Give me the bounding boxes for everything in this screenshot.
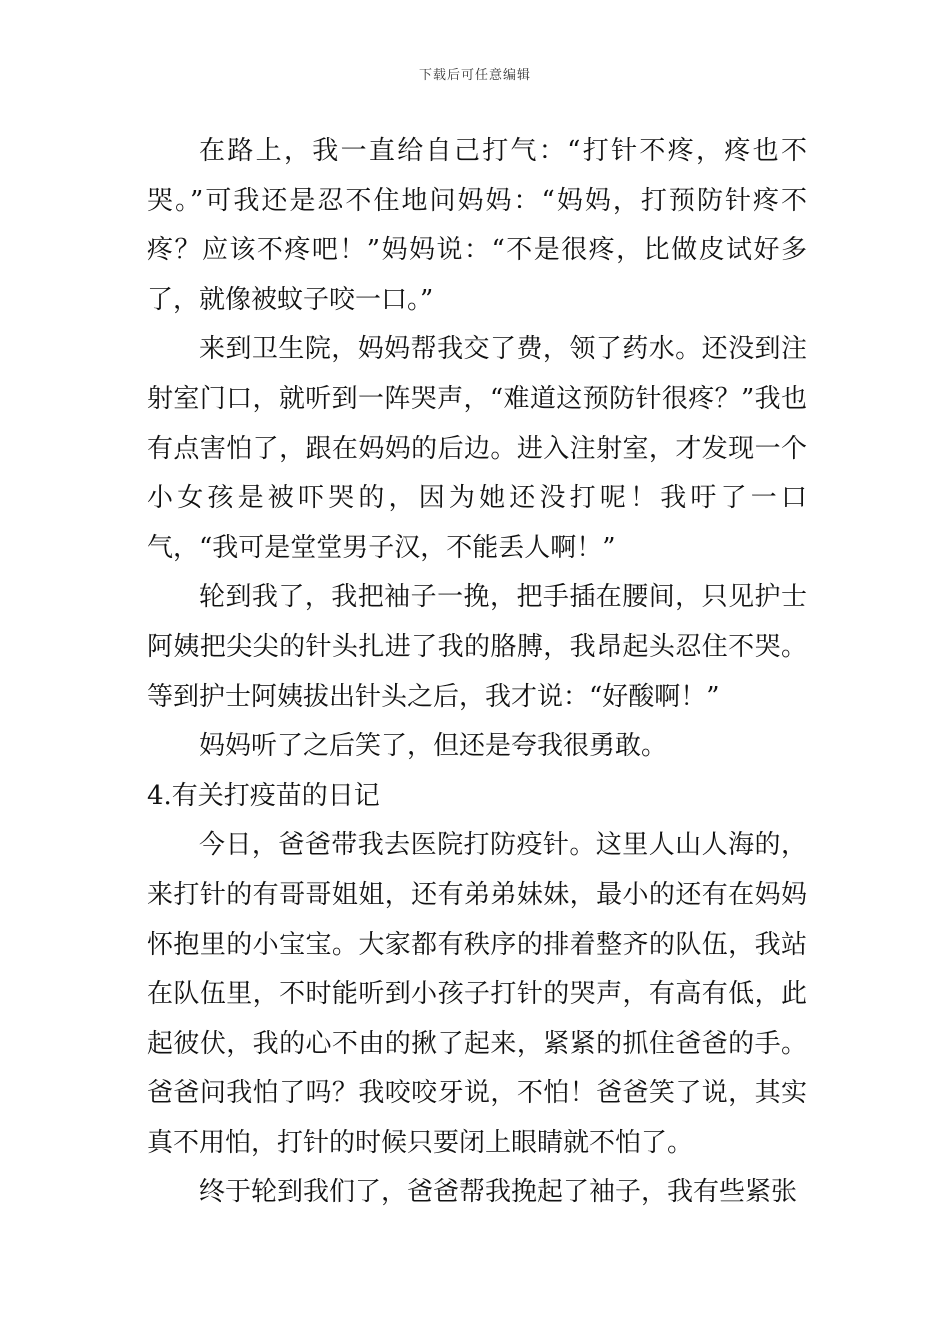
paragraph: 在路上，我一直给自己打气：“打针不疼，疼也不哭。”可我还是忍不住地问妈妈：“妈妈，打预防针疼不疼？应该不疼吧！”妈妈说：“不是很疼，比做皮试好多了，就像被蚊子咬一口。” <box>147 136 807 315</box>
document-body <box>147 127 807 1218</box>
paragraph: 终于轮到我们了，爸爸帮我挽起了袖子，我有些紧张 <box>199 1177 798 1208</box>
page-header: 下载后可任意编辑 <box>418 68 531 83</box>
paragraph: 来到卫生院，妈妈帮我交了费，领了药水。还没到注射室门口，就听到一阵哭声，“难道这预防针很疼？”我也有点害怕了，跟在妈妈的后边。进入注射室，才发现一个小女孩是被吓哭的，因为她还没打呢！我吁了一口气，“我可是堂堂男子汉，不能丢人啊！” <box>147 334 807 563</box>
paragraph: 今日，爸爸带我去医院打防疫针。这里人山人海的，来打针的有哥哥姐姐，还有弟弟妹妹，最小的还有在妈妈怀抱里的小宝宝。大家都有秩序的排着整齐的队伍，我站在队伍里，不时能听到小孩子打针的哭声，有高有低，此起彼伏，我的心不由的揪了起来，紧紧的抓住爸爸的手。爸爸问我怕了吗？我咬咬牙说，不怕！爸爸笑了说，其实真不用怕，打针的时候只要闭上眼睛就不怕了。 <box>147 830 807 1158</box>
paragraph: 妈妈听了之后笑了，但还是夸我很勇敢。 <box>199 731 668 762</box>
section-title: 4.有关打疫苗的日记 <box>147 780 380 811</box>
paragraph: 轮到我了，我把袖子一挽，把手插在腰间，只见护士阿姨把尖尖的针头扎进了我的胳膊，我昂起头忍住不哭。等到护士阿姨拔出针头之后，我才说：“好酸啊！” <box>147 582 807 712</box>
